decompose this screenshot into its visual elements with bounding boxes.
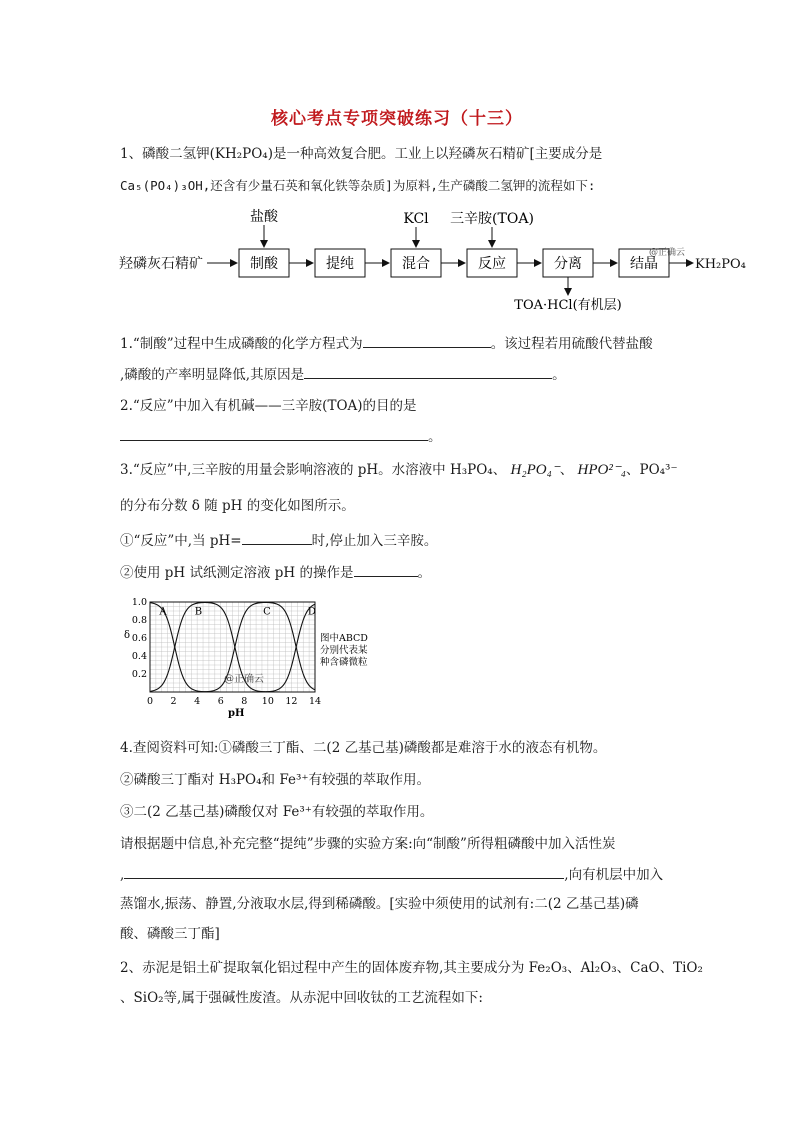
flow-raw-material: 羟磷灰石精矿	[119, 256, 203, 272]
answer-blank[interactable]	[363, 333, 491, 348]
chart-note-line: 图中ABCD	[320, 633, 368, 644]
species-hpo4: HPO²⁻₄	[577, 462, 626, 478]
flow-input-toa: 三辛胺(TOA)	[450, 211, 534, 227]
chart-y-tick-label: 1.0	[131, 597, 147, 608]
q1-sub3-line-3	[120, 530, 437, 551]
chart-y-tick-label: 0.8	[131, 615, 147, 626]
q1-sub2-end: 。	[428, 429, 442, 445]
q1-sub1-text-c: ,磷酸的产率明显降低,其原因是	[120, 367, 305, 383]
chart-curve-label: B	[194, 606, 203, 618]
q1-sub1-text-a: 1.“制酸”过程中生成磷酸的化学方程式为	[120, 336, 363, 352]
answer-blank[interactable]	[304, 364, 552, 379]
answer-blank[interactable]	[120, 426, 428, 441]
species-h2po4: H₂PO₄⁻	[510, 462, 560, 478]
species-po4: 、PO₄³⁻	[625, 462, 678, 478]
chart-x-tick-label: 12	[285, 696, 298, 707]
q1-sub4-line-7: 酸、磷酸三丁酯]	[120, 926, 220, 942]
chart-x-tick-label: 8	[241, 696, 248, 707]
page-title: 核心考点专项突破练习（十三）	[271, 109, 523, 129]
q1-sub3-line-2: 的分布分数 δ 随 pH 的变化如图所示。	[120, 498, 355, 514]
q2-line-1: 2、赤泥是铝土矿提取氧化铝过程中产生的固体废弃物,其主要成分为 Fe₂O₃、Al₂O₃、CaO、TiO₂	[120, 960, 703, 976]
q1-sub3-i-end: 时,停止加入三辛胺。	[311, 533, 438, 549]
q1-sub3-text-a: 3.“反应”中,三辛胺的用量会影响溶液的 pH。水溶液中 H₃PO₄、	[120, 462, 507, 478]
flow-product: KH₂PO₄	[695, 257, 746, 272]
q1-sub1-line-2	[120, 364, 566, 385]
chart-x-tick-label: 14	[308, 696, 322, 707]
q1-sub4-line-4: 请根据题中信息,补充完整“提纯”步骤的实验方案:向“制酸”所得粗磷酸中加入活性炭	[120, 836, 616, 852]
flow-step-label: 混合	[402, 256, 430, 272]
answer-blank[interactable]	[124, 864, 564, 879]
q1-sub3-line-4	[120, 562, 431, 583]
process-flow-diagram	[115, 205, 755, 315]
q1-sub4-line-3: ③二(2 乙基己基)磷酸仅对 Fe³⁺有较强的萃取作用。	[120, 804, 434, 820]
q1-sub4-line-6: 蒸馏水,振荡、静置,分液取水层,得到稀磷酸。[实验中须使用的试剂有:二(2 乙基己基)磷	[120, 896, 639, 912]
chart-curve-label: D	[307, 606, 316, 618]
flow-step-label: 制酸	[250, 256, 278, 272]
flow-input-kcl: KCl	[403, 211, 429, 227]
flow-step-label: 提纯	[326, 256, 354, 272]
q1-sub4-comma: ,	[120, 867, 125, 883]
q1-sub1-end: 。	[552, 367, 566, 383]
q1-sub2-line-1: 2.“反应”中加入有机碱——三辛胺(TOA)的目的是	[120, 398, 417, 414]
distribution-chart	[120, 592, 390, 720]
flow-step-label: 反应	[478, 256, 506, 272]
chart-x-tick-label: 4	[194, 696, 201, 707]
q1-sub4-line-5	[120, 864, 663, 885]
q1-sub3-ii-text: ②使用 pH 试纸测定溶液 pH 的操作是	[120, 565, 354, 581]
chart-y-tick-label: 0.6	[131, 633, 147, 644]
flow-step-label: 结晶	[630, 256, 658, 272]
q1-intro-line-2: Ca₅(PO₄)₃OH,还含有少量石英和氧化铁等杂质]为原料,生产磷酸二氢钾的流程如下:	[120, 178, 596, 193]
chart-x-tick-label: 10	[261, 696, 274, 707]
chart-note-line: 种含磷微粒	[320, 657, 368, 668]
flow-watermark: @正确云	[649, 248, 686, 258]
q1-sub3-line-1: 3.“反应”中,三辛胺的用量会影响溶液的 pH。水溶液中 H₃PO₄、 H₂PO₄⁻、 HPO²⁻₄、PO₄³⁻	[120, 462, 678, 478]
chart-curve-label: A	[159, 606, 167, 618]
chart-x-tick-label: 6	[217, 696, 224, 707]
q1-sub3-i-text: ①“反应”中,当 pH=	[120, 533, 242, 549]
answer-blank[interactable]	[354, 562, 418, 577]
chart-curve-label: C	[263, 606, 271, 618]
flow-byproduct: TOA·HCl(有机层)	[514, 298, 622, 313]
chart-y-tick-label: 0.4	[131, 651, 147, 662]
chart-watermark: @正确云	[224, 674, 264, 685]
flow-step-label: 分离	[554, 256, 582, 272]
flow-input-hcl: 盐酸	[250, 209, 278, 225]
q1-sub3-ii-end: 。	[417, 565, 431, 581]
q2-line-2: 、SiO₂等,属于强碱性废渣。从赤泥中回收钛的工艺流程如下:	[120, 990, 483, 1006]
chart-note-line: 分别代表某	[320, 645, 368, 656]
q1-sub1-text-b: 。该过程若用硫酸代替盐酸	[490, 336, 653, 352]
q1-sub4-line-1: 4.查阅资料可知:①磷酸三丁酯、二(2 乙基己基)磷酸都是难溶于水的液态有机物。	[120, 740, 607, 756]
q1-sub4-line-2: ②磷酸三丁酯对 H₃PO₄和 Fe³⁺有较强的萃取作用。	[120, 772, 430, 788]
q1-sub2-line-2	[120, 426, 442, 447]
answer-blank[interactable]	[242, 530, 312, 545]
q1-intro-line-1: 1、磷酸二氢钾(KH₂PO₄)是一种高效复合肥。工业上以羟磷灰石精矿[主要成分是	[120, 146, 603, 162]
chart-ylabel: δ	[124, 630, 131, 641]
chart-y-tick-label: 0.2	[131, 669, 147, 680]
chart-x-tick-label: 2	[170, 696, 177, 707]
chart-x-tick-label: 0	[146, 696, 154, 707]
q1-sub4-text-b: ,向有机层中加入	[564, 867, 664, 883]
q1-sub1-line-1	[120, 333, 653, 354]
chart-xlabel: pH	[228, 708, 245, 719]
